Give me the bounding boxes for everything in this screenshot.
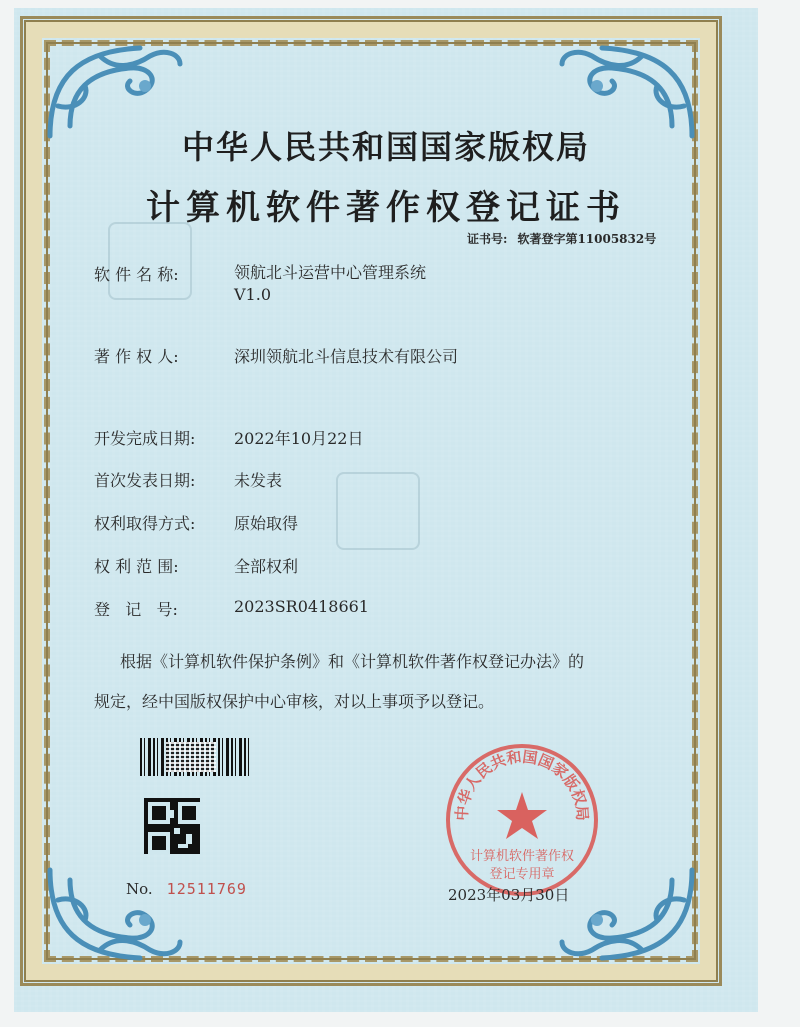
serial-number — [126, 880, 247, 898]
serial-prefix: No. — [126, 880, 153, 898]
certificate-number-value: 软著登字第11005832号 — [517, 232, 657, 246]
barcode — [140, 738, 250, 776]
field-value: 2023SR0418661 — [234, 597, 369, 616]
statement-line-2: 规定，经中国版权保护中心审核，对以上事项予以登记。 — [94, 692, 495, 711]
certificate-number-label: 证书号: — [467, 232, 508, 246]
corner-ornament-bottom-left — [40, 860, 190, 970]
field-label: 著 作 权 人: — [94, 347, 179, 366]
watermark-logo-icon — [108, 222, 192, 300]
official-seal — [442, 740, 602, 900]
field-value: 原始取得 — [234, 514, 299, 533]
field-value: 未发表 — [234, 471, 283, 490]
field-value: 全部权利 — [234, 557, 299, 576]
barcode-data-block — [166, 742, 216, 772]
field-label: 权 利 范 围: — [94, 557, 179, 576]
field-label: 首次发表日期: — [94, 471, 196, 490]
field-label: 登 记 号: — [94, 600, 178, 619]
field-label: 开发完成日期: — [94, 429, 196, 448]
field-label: 软 件 名 称: — [94, 265, 179, 284]
field-value: 领航北斗运营中心管理系统 V1.0 — [234, 263, 427, 304]
issuer-title: 中华人民共和国国家版权局 — [181, 128, 590, 166]
qr-code — [144, 798, 200, 854]
certificate-title: 计算机软件著作权登记证书 — [146, 188, 626, 228]
issue-date: 2023年03月30日 — [448, 886, 570, 904]
seal-inner-line-2: 登记专用章 — [489, 867, 555, 882]
certificate-number — [467, 230, 656, 247]
seal-outer-text: 中华人民共和国国家版权局 — [452, 747, 592, 822]
seal-inner-line-1: 计算机软件著作权 — [469, 849, 575, 864]
statement-line-1: 根据《计算机软件保护条例》和《计算机软件著作权登记办法》的 — [120, 652, 585, 671]
field-value: 深圳领航北斗信息技术有限公司 — [234, 347, 459, 366]
serial-value: 12511769 — [166, 880, 247, 898]
field-value: 2022年10月22日 — [234, 429, 364, 448]
field-label: 权利取得方式: — [94, 514, 196, 533]
watermark-logo-icon — [336, 472, 420, 550]
